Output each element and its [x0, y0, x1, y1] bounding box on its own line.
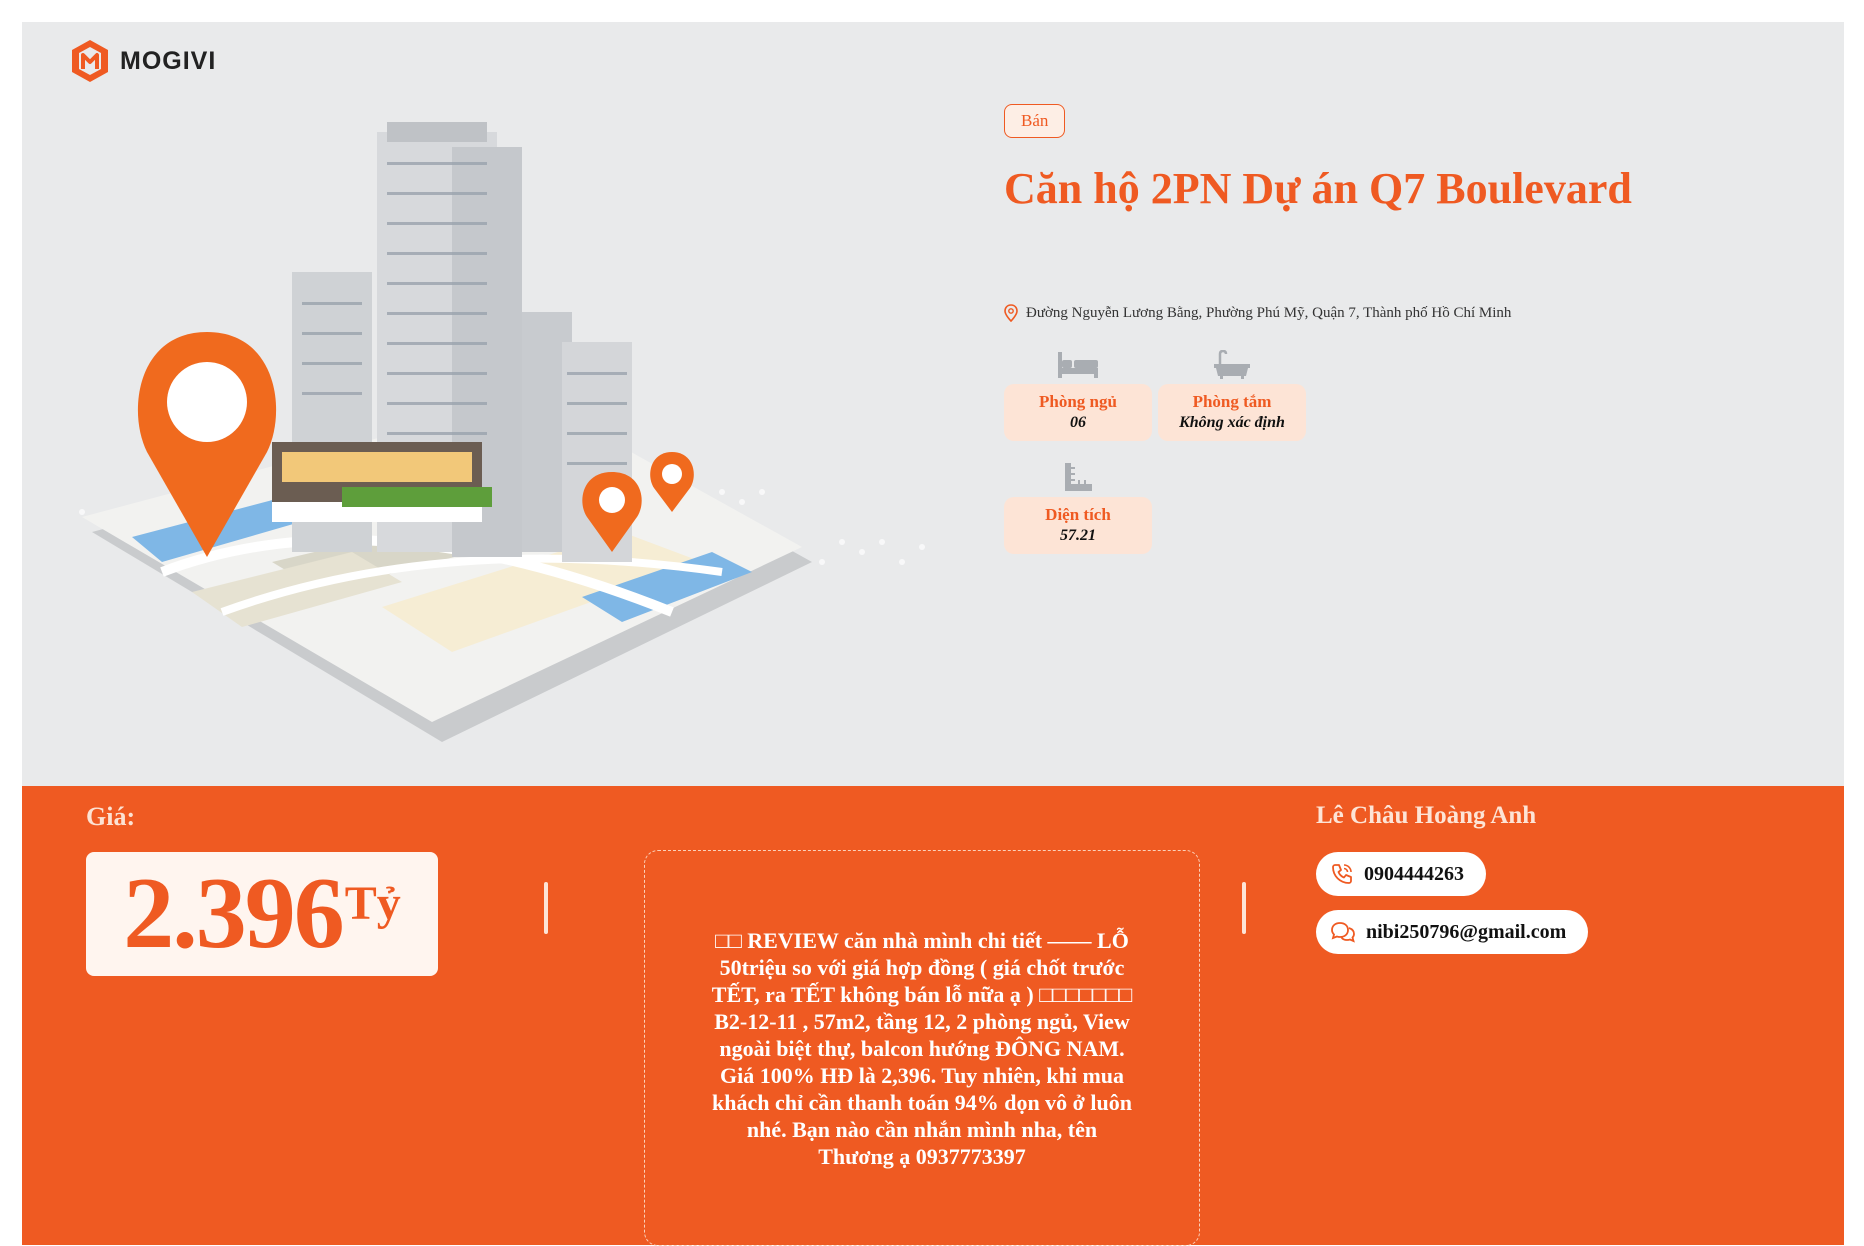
feature-bedrooms: [1004, 344, 1152, 441]
agent-name: Lê Châu Hoàng Anh: [1316, 802, 1537, 829]
feature-bathrooms: [1158, 344, 1306, 441]
description-text: □□ REVIEW căn nhà mình chi tiết —— LỖ 50triệu so với giá hợp đồng ( giá chốt trước TẾT, ra TẾT không bán lỗ nữa ạ ) □□□□□□□ B2-12-11 , 57m2, tầng 12, 2 phòng ngủ, View ngoài biệt thự, balcon hướng ĐÔNG NAM. Giá 100% HĐ là 2,396. Tuy nhiên, khi mua khách chỉ cần thanh toán 94% dọn vô ở luôn nhé. Bạn nào cần nhắn mình nha, tên Thương ạ 0937773397: [711, 927, 1133, 1169]
mogivi-logo-icon: [70, 38, 110, 84]
feature-label: Phòng tắm: [1192, 392, 1272, 411]
feature-value: 57.21: [1060, 527, 1096, 544]
feature-value: 06: [1070, 414, 1086, 431]
address-text: Đường Nguyễn Lương Bằng, Phường Phú Mỹ, Quận 7, Thành phố Hồ Chí Minh: [1026, 304, 1512, 321]
feature-label: Diện tích: [1045, 505, 1111, 524]
feature-area: [1004, 457, 1152, 554]
location-pin-icon: [1004, 304, 1018, 322]
price-contact-section: [22, 786, 1844, 1245]
divider-left: [544, 882, 548, 934]
building-map-illustration: [22, 92, 962, 782]
description-box: [644, 850, 1200, 1246]
price-unit: Tỷ: [344, 877, 401, 930]
listing-type-badge: Bán: [1004, 104, 1065, 138]
hero-section: [22, 22, 1844, 786]
agent-phone-button[interactable]: [1316, 852, 1486, 896]
ruler-icon: [1062, 461, 1094, 493]
agent-phone: 0904444263: [1364, 862, 1464, 885]
price-label: Giá:: [86, 802, 136, 831]
bed-icon: [1056, 350, 1100, 380]
divider-right: [1242, 882, 1246, 934]
chat-icon: [1330, 920, 1356, 944]
brand-logo[interactable]: [70, 38, 216, 84]
brand-name: MOGIVI: [120, 46, 217, 75]
agent-email-button[interactable]: [1316, 910, 1588, 954]
feature-value: Không xác định: [1179, 414, 1285, 431]
feature-label: Phòng ngủ: [1039, 392, 1117, 411]
listing-title: Căn hộ 2PN Dự án Q7 Boulevard: [1004, 164, 1632, 213]
price-box: [86, 852, 438, 976]
listing-page: [22, 22, 1844, 1245]
price-value: 2.396: [123, 857, 343, 970]
phone-icon: [1330, 862, 1354, 886]
bathtub-icon: [1212, 350, 1252, 380]
agent-email: nibi250796@gmail.com: [1366, 920, 1567, 943]
listing-address: [1004, 304, 1511, 322]
